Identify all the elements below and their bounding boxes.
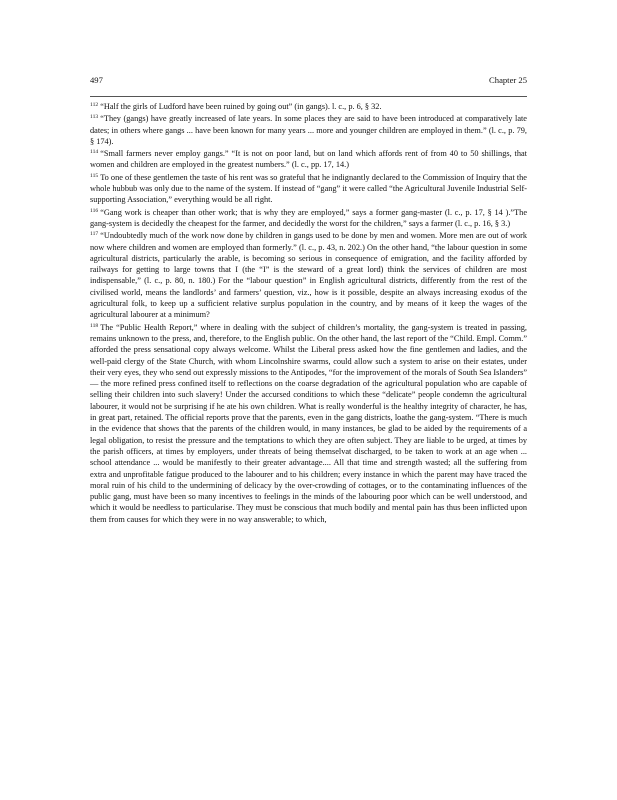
footnote-text: “Small farmers never employ gangs.” “It is not on poor land, but on land which affords rent of from 40 to 50 shillings, that women and children are employed in the greatest numbers.” (l. c., pp. 17, 14.) (90, 149, 527, 170)
footnote-113 (90, 113, 527, 147)
footnote-number: 118 (90, 322, 99, 329)
footnote-number: 116 (90, 207, 99, 214)
footnote-number: 114 (90, 149, 99, 156)
footnote-118 (90, 322, 527, 525)
footnote-number: 117 (90, 231, 99, 238)
footnote-112 (90, 101, 527, 112)
footnote-114 (90, 148, 527, 171)
footnote-number: 112 (90, 102, 99, 108)
footnote-117 (90, 230, 527, 320)
chapter-title: Chapter 25 (489, 75, 527, 85)
footnote-text: To one of these gentlemen the taste of his rent was so grateful that he indignantly declared to the Commission of Inquiry that the whole hubbub was only due to the name of the system. If instead of “gang” it were called “the Agricultural Juvenile Industrial Self-supporting Association,” everything would be all right. (90, 172, 527, 205)
footnote-text: The “Public Health Report,” where in dealing with the subject of children’s mortality, the gang-system is treated in passing, remains unknown to the press, and, therefore, to the English public. On the other hand, the last report of the “Child. Empl. Comm.” afforded the press sensational copy always welcome. Whilst the Liberal press asked how the fine gentlemen and ladies, and the well-paid clergy of the State Church, with whom Lincolnshire swarms, could allow such a system to arise on their estates, under their very eyes, they who send out expressly missions to the Antipodes, “for the improvement of the morals of South Sea Islanders” — the more refined press confined itself to reflections on the coarse degradation of the agricultural population who are capable of selling their children into such slavery! Under the accursed conditions to which these “delicate” people condemn the agricultural labourer, it would not be surprising if he ate his own children. What is really wonderful is the healthy integrity of character, he has, in great part, retained. The official reports prove that the parents, even in the gang districts, loathe the gang-system. “There is much in the evidence that shows that the parents of the children would, in many instances, be glad to be aided by the requirements of a legal obligation, to resist the pressure and the temptations to which they are often subject. They are liable to be urged, at times by the parish officers, at times by employers, under threats of being themselvat discharged, to be taken to work at an age when ... school attendance ... would be manifestly to their greater advantage.... All that time and strength wasted; all the suffering from extra and unprofitable fatigue produced to the labourer and to his children; every instance in which the parent may have traced the moral ruin of his child to the undermining of delicacy by the over-crowding of cottages, or to the contaminating influences of the public gang, must have been so many incentives to feelings in the minds of the labouring poor which can be well understood, and which it would be needless to particularise. They must be conscious that much bodily and mental pain has thus been inflicted upon them from causes for which they were in no way answerable; to which, (90, 322, 527, 524)
footnote-text: “Gang work is cheaper than other work; that is why they are employed,” says a former gang-master (l. c., p. 17, § 14 ).”The gang-system is decidedly the cheapest for the farmer, and decidedly the worst for the children,” says a farmer (l. c., p. 16, § 3.) (90, 207, 527, 228)
page-header (90, 74, 527, 88)
footnote-number: 113 (90, 114, 99, 121)
footnote-115 (90, 172, 527, 206)
footnote-text: “Undoubtedly much of the work now done by children in gangs used to be done by men and women. More men are out of work now where children and women are employed than formerly.” (l. c., p. 43, n. 202.) On the other hand, “the labour question in some agricultural districts, particularly the arable, is becoming so serious in consequence of emigration, and the facility afforded by railways for getting to large towns that I (the “I” is the steward of a great lord) think the services of children are most indispensable,” (l. c., p. 80, n. 180.) For the “labour question” in English agricultural districts, differently from the rest of the civilised world, means the landlords’ and farmers’ question, viz., how is it possible, despite an always increasing exodus of the agricultural folk, to keep up a sufficient relative surplus population in the country, and by means of it keep the wages of the agricultural labourer at a minimum? (90, 231, 527, 320)
header-divider (90, 96, 527, 97)
footnote-text: “They (gangs) have greatly increased of late years. In some places they are said to have been introduced at comparatively late dates; in others where gangs ... have been known for many years ... more and younger children are employed in them.” (l. c., p. 79, § 174). (90, 114, 527, 146)
page-number: 497 (90, 75, 103, 85)
footnotes-section (90, 101, 527, 526)
footnote-text: “Half the girls of Ludford have been ruined by going out” (in gangs). l. c., p. 6, § 32. (100, 102, 382, 111)
footnote-number: 115 (90, 172, 99, 179)
footnote-116 (90, 207, 527, 230)
